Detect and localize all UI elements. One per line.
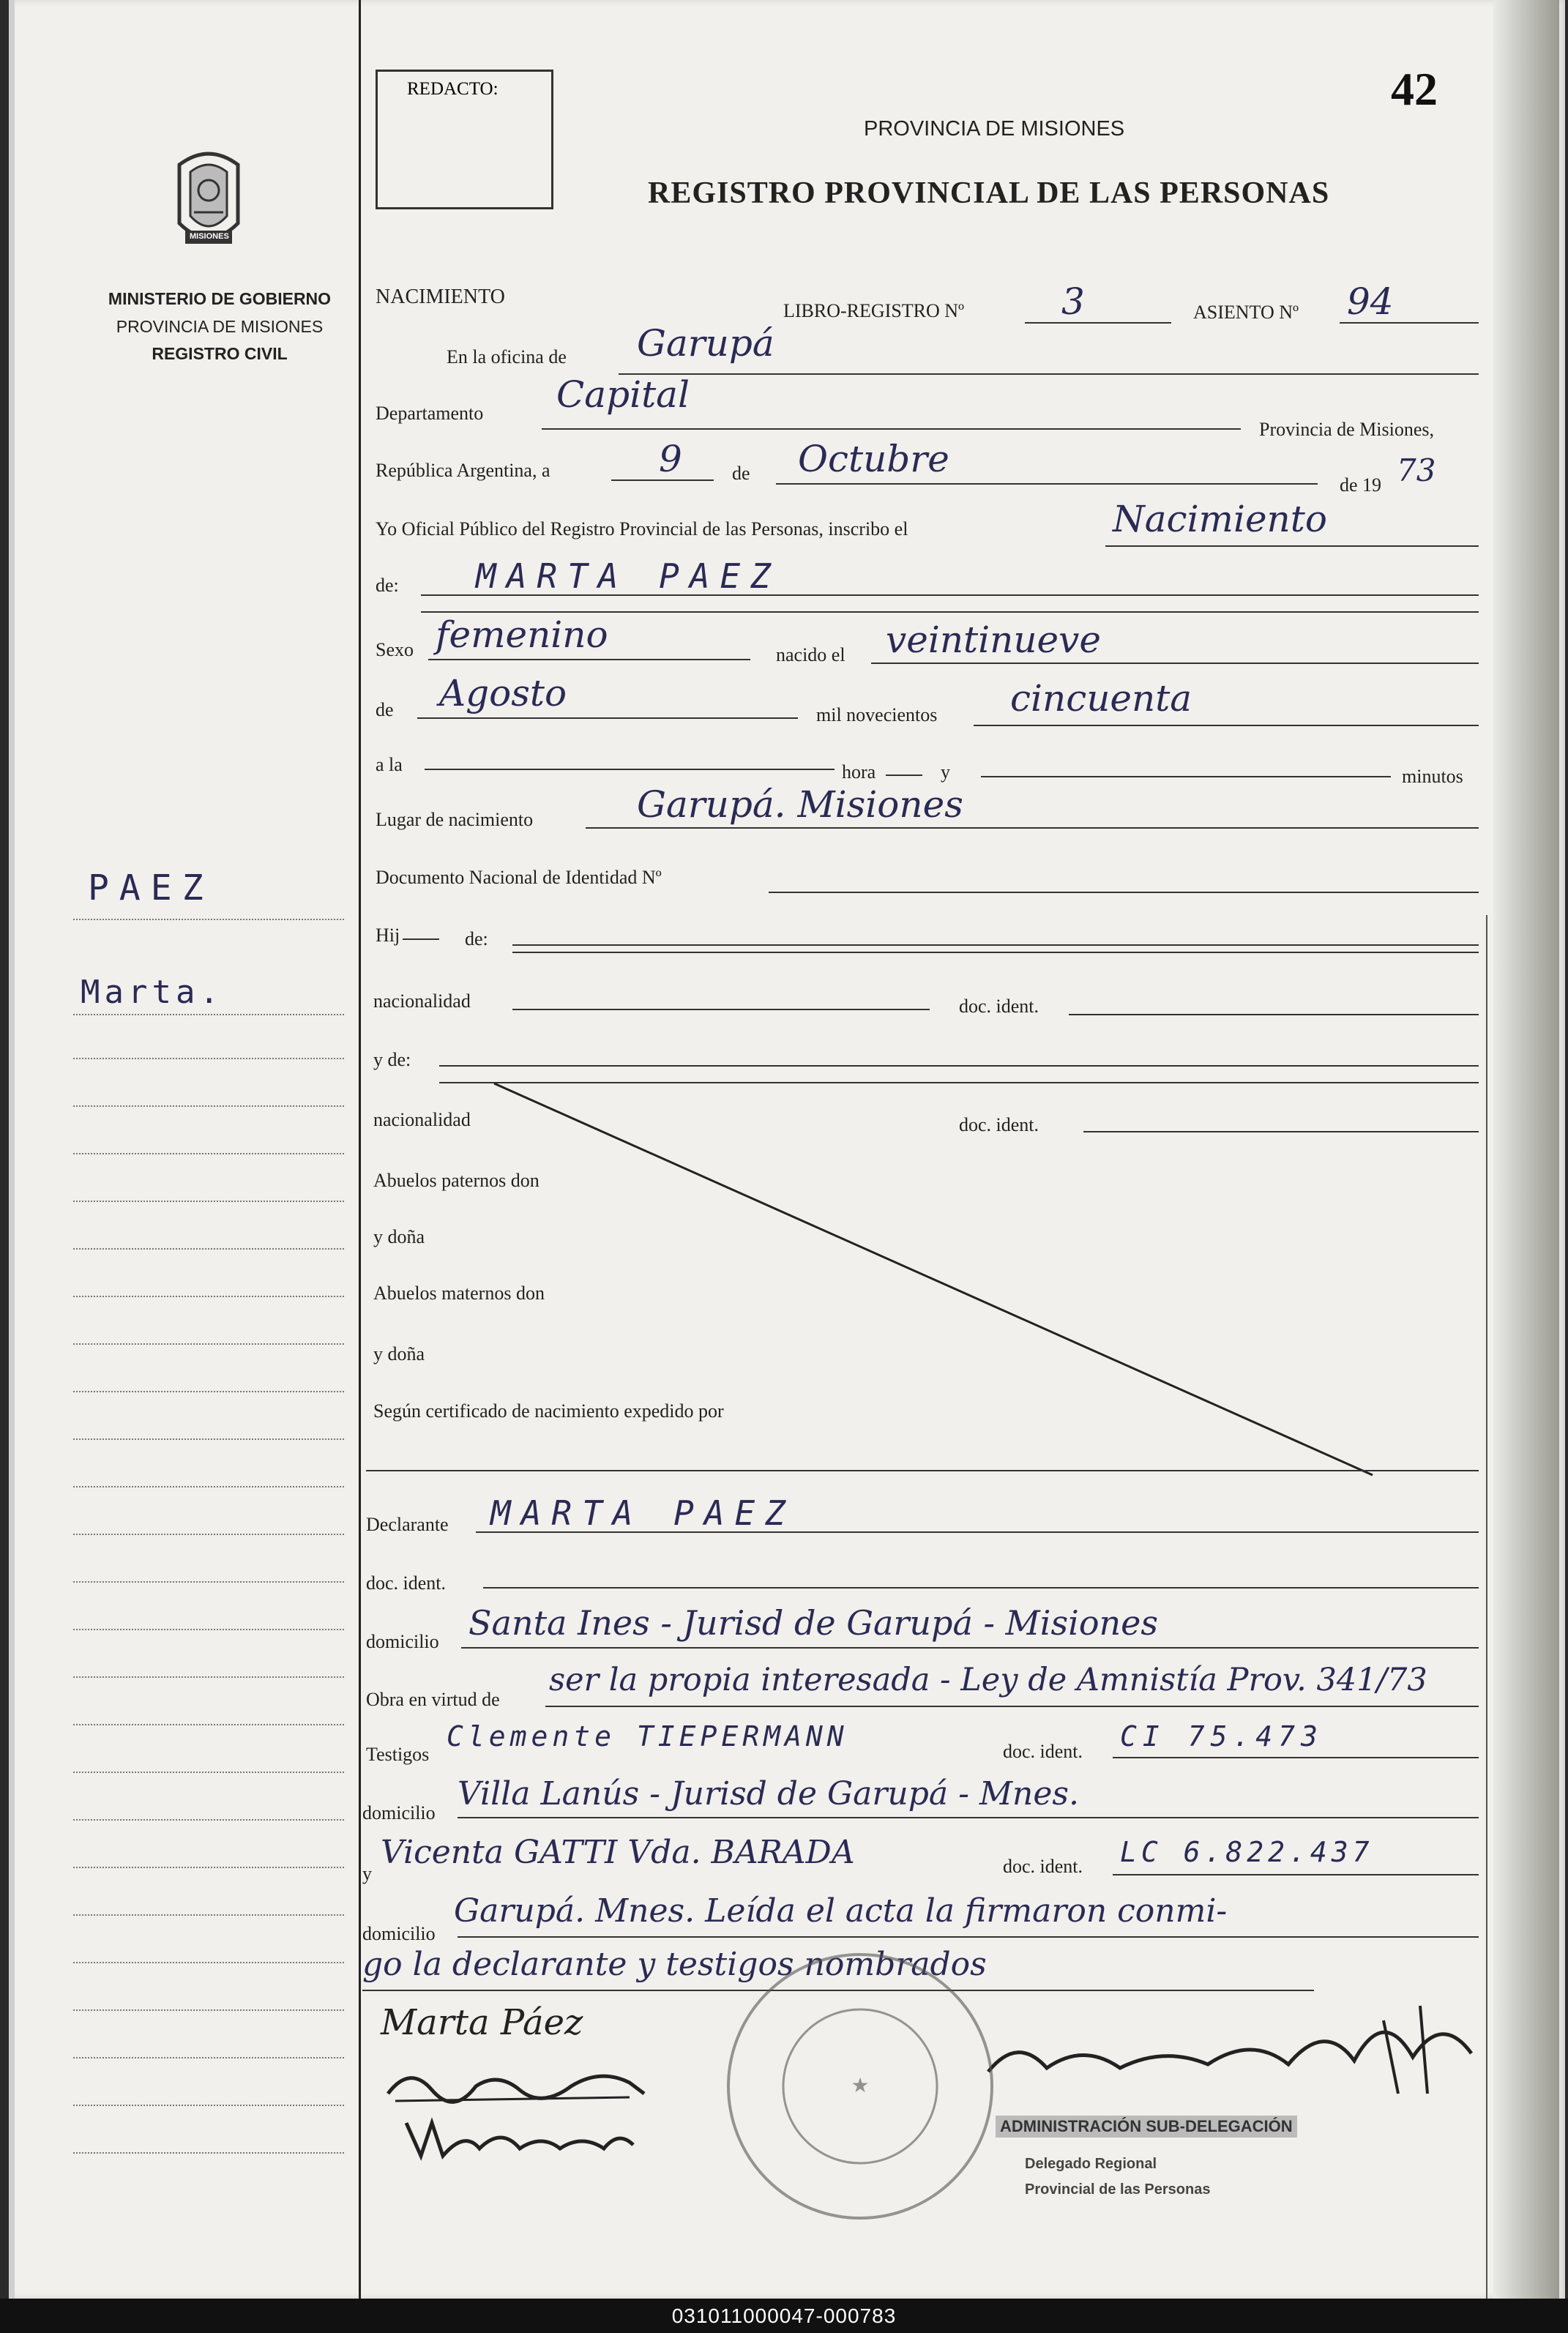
margin-ruling-line bbox=[73, 2057, 344, 2058]
oficina-label: En la oficina de bbox=[447, 346, 567, 367]
year-prefix-label: de 19 bbox=[1340, 474, 1382, 496]
doc-ident-label-2: doc. ident. bbox=[959, 1114, 1039, 1135]
dia-nac-value: veintinueve bbox=[886, 619, 1101, 661]
margin-ruling-line bbox=[73, 1581, 344, 1583]
y-de-label: y de: bbox=[373, 1049, 411, 1070]
republica-label: República Argentina, a bbox=[376, 460, 550, 481]
y-label: y bbox=[941, 761, 950, 783]
sexo-label: Sexo bbox=[376, 639, 414, 660]
official-stamp-line3: Provincial de las Personas bbox=[1025, 2181, 1211, 2198]
domicilio-t2-line bbox=[458, 1936, 1479, 1938]
abuelos-paternos-label: Abuelos paternos don bbox=[373, 1170, 540, 1191]
doc-ident-t1-line bbox=[1113, 1757, 1479, 1758]
declarante-value: MARTA PAEZ bbox=[490, 1493, 796, 1533]
year-value: 73 bbox=[1397, 452, 1436, 488]
obra-value: ser la propia interesada - Ley de Amnistía Prov. 341/73 bbox=[549, 1662, 1427, 1698]
registry-title: REGISTRO PROVINCIAL DE LAS PERSONAS bbox=[648, 176, 1330, 210]
day-value: 9 bbox=[659, 438, 682, 480]
domicilio-t2-label: domicilio bbox=[362, 1923, 436, 1944]
segun-label: Según certificado de nacimiento expedido por bbox=[373, 1400, 724, 1422]
testigo2-doc-value: LC 6.822.437 bbox=[1120, 1836, 1374, 1868]
nacionalidad-label: nacionalidad bbox=[373, 990, 471, 1012]
asiento-value: 94 bbox=[1347, 280, 1394, 323]
domicilio-t1-label: domicilio bbox=[362, 1802, 436, 1824]
domicilio-decl-value: Santa Ines - Jurisd de Garupá - Misiones bbox=[468, 1603, 1158, 1643]
libro-label: LIBRO-REGISTRO Nº bbox=[783, 300, 965, 321]
svg-text:★: ★ bbox=[851, 2073, 870, 2097]
y-dona-label: y doña bbox=[373, 1226, 425, 1247]
hij-label: Hij bbox=[376, 925, 400, 946]
sexo-value: femenino bbox=[436, 613, 608, 656]
margin-ruling-line bbox=[73, 1962, 344, 1963]
mil-label: mil novecientos bbox=[816, 704, 938, 725]
ministry-line3: REGISTRO CIVIL bbox=[152, 344, 288, 363]
redacto-label: REDACTO: bbox=[407, 79, 499, 99]
margin-ruling-line bbox=[73, 1629, 344, 1630]
official-stamp-line2: Delegado Regional bbox=[1025, 2156, 1157, 2172]
oficina-value: Garupá bbox=[637, 322, 774, 365]
act-type-label: NACIMIENTO bbox=[376, 285, 505, 308]
mes-nac-value: Agosto bbox=[439, 672, 567, 714]
obra-label: Obra en virtud de bbox=[366, 1689, 500, 1710]
official-round-seal bbox=[721, 1947, 999, 2225]
de-label: de bbox=[732, 463, 750, 484]
dni-label: Documento Nacional de Identidad Nº bbox=[376, 867, 662, 888]
province-heading: PROVINCIA DE MISIONES bbox=[864, 117, 1125, 141]
libro-value: 3 bbox=[1061, 280, 1085, 323]
abuelos-maternos-label: Abuelos maternos don bbox=[373, 1283, 545, 1304]
acto-value: Nacimiento bbox=[1113, 498, 1327, 540]
margin-ruling-line bbox=[73, 1724, 344, 1725]
margin-ruling-line bbox=[73, 1772, 344, 1773]
y-dona-label-2: y doña bbox=[373, 1343, 425, 1365]
doc-ident-t2-line bbox=[1113, 1874, 1479, 1875]
margin-ruling-line bbox=[73, 1819, 344, 1821]
domicilio-t1-line bbox=[458, 1817, 1479, 1818]
month-value: Octubre bbox=[798, 438, 949, 480]
domicilio-t1-value: Villa Lanús - Jurisd de Garupá - Mnes. bbox=[458, 1775, 1079, 1813]
y-testigo2-label: y bbox=[362, 1863, 372, 1884]
witness-signature-2 bbox=[399, 2108, 648, 2167]
oficial-statement: Yo Oficial Público del Registro Provincial de las Personas, inscribo el bbox=[376, 518, 908, 540]
margin-ruling-line bbox=[73, 1867, 344, 1868]
testigo1-value: Clemente TIEPERMANN bbox=[447, 1720, 848, 1752]
domicilio-decl-line bbox=[461, 1647, 1479, 1649]
nacionalidad-label-2: nacionalidad bbox=[373, 1109, 471, 1130]
margin-ruling-line bbox=[73, 2105, 344, 2106]
margin-given-name: Marta. bbox=[81, 974, 223, 1011]
official-stamp-line1: ADMINISTRACIÓN SUB-DELEGACIÓN bbox=[996, 2116, 1297, 2138]
lugar-label: Lugar de nacimiento bbox=[376, 809, 534, 830]
doc-ident-decl-line bbox=[483, 1587, 1479, 1589]
nacido-label: nacido el bbox=[776, 644, 845, 665]
margin-ruling-line bbox=[73, 2009, 344, 2011]
hora-label: hora bbox=[842, 761, 876, 783]
seal-text: MISIONES bbox=[190, 232, 229, 241]
lugar-value: Garupá. Misiones bbox=[637, 783, 963, 826]
departamento-label: Departamento bbox=[376, 403, 484, 424]
provincia-label: Provincia de Misiones, bbox=[1259, 419, 1435, 440]
official-signature bbox=[974, 1991, 1486, 2108]
margin-ruling-line bbox=[73, 1676, 344, 1678]
cierre-value: go la declarante y testigos nombrados bbox=[362, 1946, 987, 1983]
testigos-label: Testigos bbox=[366, 1744, 430, 1765]
testigo2-value: Vicenta GATTI Vda. BARADA bbox=[381, 1834, 855, 1871]
margin-surname: PAEZ bbox=[88, 867, 214, 908]
asiento-label: ASIENTO Nº bbox=[1193, 302, 1299, 323]
footer-code: 031011000047-000783 bbox=[0, 2299, 1568, 2333]
de-month-label: de bbox=[376, 699, 394, 720]
departamento-value: Capital bbox=[556, 373, 690, 416]
testigo1-doc-value: CI 75.473 bbox=[1120, 1720, 1324, 1752]
a-la-label: a la bbox=[376, 754, 403, 775]
domicilio-decl-label: domicilio bbox=[366, 1631, 439, 1652]
name-value: MARTA PAEZ bbox=[476, 556, 781, 596]
minutos-label: minutos bbox=[1402, 766, 1463, 787]
witness-signature-1 bbox=[381, 2057, 659, 2116]
de2-label: de: bbox=[465, 928, 488, 949]
anio-nac-value: cincuenta bbox=[1010, 677, 1192, 720]
doc-ident-decl-label: doc. ident. bbox=[366, 1572, 447, 1594]
de-name-label: de: bbox=[376, 575, 399, 596]
ministry-line1: MINISTERIO DE GOBIERNO bbox=[108, 289, 332, 308]
doc-ident-label: doc. ident. bbox=[959, 996, 1039, 1017]
declarante-label: Declarante bbox=[366, 1514, 449, 1535]
doc-ident-t2-label: doc. ident. bbox=[1003, 1856, 1083, 1877]
margin-ruling-line bbox=[73, 1914, 344, 1916]
doc-ident-t1-label: doc. ident. bbox=[1003, 1741, 1083, 1762]
declarante-signature: Marta Páez bbox=[381, 2002, 583, 2043]
domicilio-t2-value: Garupá. Mnes. Leída el acta la firmaron conmi- bbox=[454, 1892, 1228, 1930]
separator-line bbox=[366, 1470, 1479, 1471]
page-number: 42 bbox=[1391, 63, 1438, 115]
margin-ruling-line bbox=[73, 2152, 344, 2154]
obra-line bbox=[545, 1706, 1479, 1707]
ministry-line2: PROVINCIA DE MISIONES bbox=[116, 317, 324, 336]
